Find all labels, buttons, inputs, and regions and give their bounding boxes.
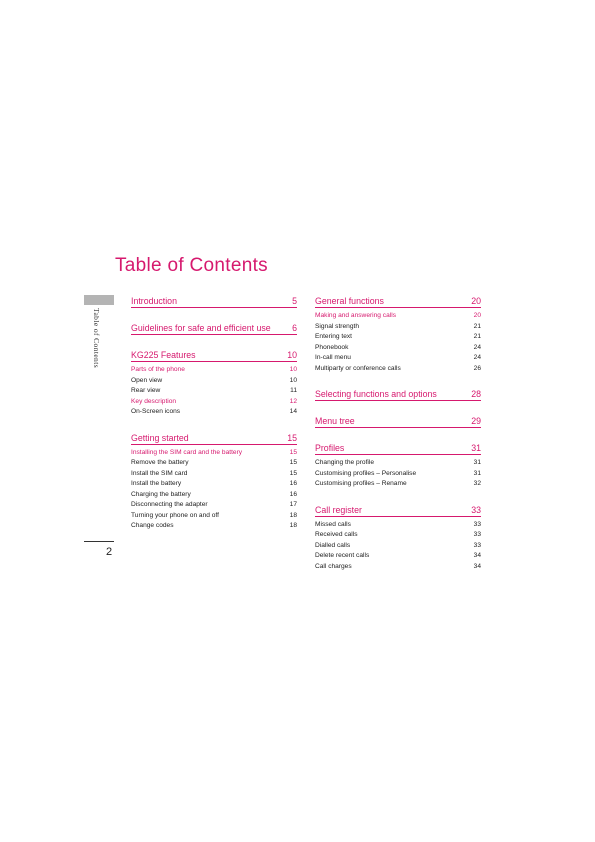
toc-entry-label: Changing the profile <box>315 459 375 466</box>
toc-right-column <box>315 295 481 572</box>
toc-entry-item[interactable] <box>131 511 297 522</box>
toc-entry-label: Install the battery <box>131 480 182 487</box>
toc-entry-page: 20 <box>471 296 481 306</box>
toc-entry-label: Customising profiles – Rename <box>315 480 407 487</box>
toc-entry-page: 16 <box>289 480 297 487</box>
toc-entry-item[interactable] <box>315 520 481 531</box>
toc-entry-page: 18 <box>289 522 297 529</box>
toc-entry-page: 28 <box>471 389 481 399</box>
toc-entry-item[interactable] <box>131 521 297 532</box>
toc-entry-item[interactable] <box>131 407 297 418</box>
toc-entry-label: Charging the battery <box>131 490 191 498</box>
toc-entry-item[interactable] <box>315 551 481 562</box>
toc-entry-label: Remove the battery <box>131 459 189 466</box>
toc-entry-page: 31 <box>473 459 481 466</box>
toc-entry-section[interactable] <box>315 442 481 455</box>
toc-entry-page: 26 <box>473 364 481 372</box>
toc-entry-label: Introduction <box>131 296 177 306</box>
toc-entry-item[interactable] <box>315 364 481 375</box>
toc-entry-item[interactable] <box>315 530 481 541</box>
toc-entry-section[interactable] <box>131 295 297 308</box>
toc-entry-item[interactable] <box>315 458 481 469</box>
toc-entry-page: 10 <box>289 376 297 384</box>
toc-entry-page: 24 <box>473 354 481 361</box>
toc-entry-item[interactable] <box>315 541 481 552</box>
toc-entry-page: 15 <box>289 469 297 477</box>
toc-entry-section[interactable] <box>315 295 481 308</box>
toc-entry-item[interactable] <box>315 562 481 573</box>
toc-entry-page: 34 <box>473 552 481 559</box>
toc-entry-page: 14 <box>289 408 297 415</box>
toc-entry-label: Phonebook <box>315 343 349 351</box>
toc-entry-label: Selecting functions and options <box>315 389 437 399</box>
toc-entry-label: Call charges <box>315 562 352 570</box>
toc-entry-item[interactable] <box>315 343 481 354</box>
toc-entry-item[interactable] <box>131 386 297 397</box>
toc-entry-section[interactable] <box>315 388 481 401</box>
toc-entry-page: 31 <box>471 443 481 453</box>
toc-entry-label: Getting started <box>131 432 189 443</box>
toc-entry-item[interactable] <box>315 469 481 480</box>
toc-entry-label: Key description <box>131 397 177 405</box>
toc-entry-item[interactable] <box>315 332 481 343</box>
toc-entry-page: 5 <box>292 296 297 306</box>
toc-entry-label: Delete recent calls <box>315 552 370 559</box>
toc-entry-label: Entering text <box>315 333 353 340</box>
toc-entry-page: 18 <box>289 511 297 519</box>
toc-entry-label: Disconnecting the adapter <box>131 501 208 508</box>
toc-entry-page: 21 <box>473 322 481 330</box>
page-title: Table of Contents <box>115 255 268 276</box>
toc-entry-item[interactable] <box>131 458 297 469</box>
page-number-rule <box>84 541 114 542</box>
toc-entry-item[interactable] <box>315 353 481 364</box>
toc-entry-page: 31 <box>473 469 481 477</box>
page-number: 2 <box>106 546 113 558</box>
toc-entry-section[interactable] <box>315 415 481 428</box>
toc-entry-page: 33 <box>473 520 481 528</box>
toc-entry-label: Missed calls <box>315 520 351 528</box>
toc-entry-page: 33 <box>471 504 481 515</box>
side-label: Table of Contents <box>92 308 101 369</box>
toc-entry-section[interactable] <box>315 504 481 517</box>
toc-entry-section[interactable] <box>131 349 297 362</box>
toc-entry-label: General functions <box>315 296 384 306</box>
toc-entry-page: 24 <box>473 343 481 351</box>
toc-entry-label: On-Screen icons <box>131 408 181 415</box>
toc-entry-item[interactable] <box>131 479 297 490</box>
toc-entry-label: Dialled calls <box>315 541 351 549</box>
toc-entry-label: Turning your phone on and off <box>131 511 219 519</box>
toc-entry-page: 34 <box>473 562 481 570</box>
toc-entry-label: KG225 Features <box>131 350 196 360</box>
toc-entry-page: 6 <box>292 323 297 333</box>
toc-entry-section[interactable] <box>131 322 297 335</box>
toc-entry-page: 11 <box>290 387 297 394</box>
toc-entry-subsection[interactable] <box>131 365 297 376</box>
toc-entry-label: Menu tree <box>315 416 355 426</box>
toc-entry-item[interactable] <box>315 322 481 333</box>
toc-entry-label: Making and answering calls <box>315 312 396 319</box>
toc-entry-page: 15 <box>289 459 297 466</box>
toc-entry-subsection[interactable] <box>315 311 481 322</box>
toc-entry-label: Guidelines for safe and efficient use <box>131 323 271 333</box>
toc-left-column <box>131 295 297 532</box>
toc-entry-label: Parts of the phone <box>131 366 185 373</box>
toc-entry-page: 15 <box>289 448 297 456</box>
toc-entry-item[interactable] <box>131 469 297 480</box>
toc-entry-page: 32 <box>473 480 481 487</box>
side-tab-marker <box>84 295 114 305</box>
toc-entry-page: 15 <box>287 432 297 443</box>
toc-entry-label: In-call menu <box>315 354 351 361</box>
toc-entry-label: Install the SIM card <box>131 469 188 477</box>
toc-entry-label: Installing the SIM card and the battery <box>131 448 243 456</box>
toc-entry-subsection[interactable] <box>131 397 297 408</box>
toc-entry-page: 29 <box>471 416 481 426</box>
toc-entry-page: 12 <box>289 397 297 405</box>
toc-entry-page: 20 <box>473 312 481 319</box>
toc-entry-label: Change codes <box>131 522 174 529</box>
toc-entry-label: Open view <box>131 376 163 384</box>
toc-entry-page: 10 <box>289 366 297 373</box>
toc-entry-label: Received calls <box>315 531 358 538</box>
toc-entry-subsection[interactable] <box>131 448 297 459</box>
toc-entry-label: Customising profiles – Personalise <box>315 469 417 477</box>
toc-entry-page: 21 <box>473 333 481 340</box>
toc-entry-section[interactable] <box>131 432 297 445</box>
toc-entry-label: Signal strength <box>315 322 359 330</box>
toc-entry-item[interactable] <box>131 376 297 387</box>
toc-entry-item[interactable] <box>131 490 297 501</box>
toc-entry-label: Rear view <box>131 387 161 394</box>
toc-entry-label: Profiles <box>315 443 345 453</box>
toc-entry-label: Multiparty or conference calls <box>315 364 401 372</box>
toc-entry-label: Call register <box>315 504 362 515</box>
toc-entry-item[interactable] <box>131 500 297 511</box>
toc-entry-page: 33 <box>473 541 481 549</box>
toc-entry-page: 16 <box>289 490 297 498</box>
toc-entry-page: 10 <box>287 350 297 360</box>
toc-entry-page: 17 <box>289 501 297 508</box>
toc-entry-item[interactable] <box>315 479 481 490</box>
toc-entry-page: 33 <box>473 531 481 538</box>
